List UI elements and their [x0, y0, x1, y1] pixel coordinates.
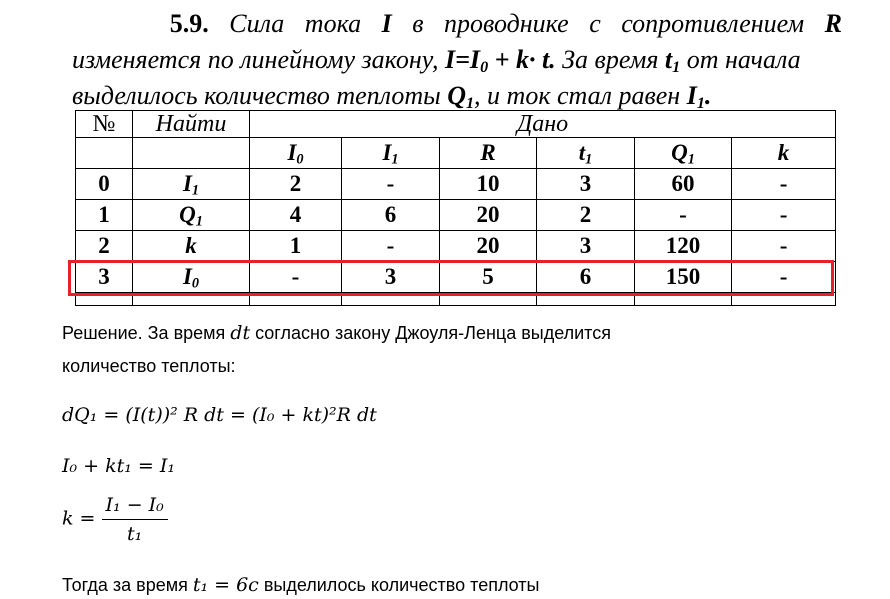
- equation-k: [62, 494, 168, 545]
- col-sub: 1: [687, 151, 695, 168]
- value-cell: 60: [635, 169, 732, 200]
- value-cell: 3: [537, 169, 635, 200]
- find-cell: [133, 231, 250, 262]
- word: с: [589, 9, 601, 38]
- find-sub: 1: [191, 182, 200, 199]
- var-Q1: [447, 81, 475, 113]
- problem-statement: [72, 6, 842, 114]
- solution-line-2: количество теплоты:: [62, 356, 236, 376]
- var: I: [686, 81, 697, 110]
- value-cell: -: [342, 169, 440, 200]
- text: от начала: [680, 45, 801, 74]
- var-t1: [664, 45, 681, 77]
- text: Решение. За время: [62, 323, 231, 343]
- value-cell: -: [250, 262, 342, 293]
- value-cell: -: [635, 200, 732, 231]
- col-base: Q: [671, 140, 688, 165]
- col-sub: 1: [391, 151, 399, 168]
- empty-cell: [133, 138, 250, 169]
- find-sub: 1: [195, 213, 203, 230]
- math-dt: dt: [230, 322, 251, 344]
- col-base: k: [777, 140, 790, 165]
- header-find: Найти: [133, 111, 250, 138]
- col-sub: 1: [585, 151, 593, 168]
- var-I1: [686, 81, 705, 113]
- find-var: k: [185, 233, 197, 258]
- column-header: [537, 138, 635, 169]
- column-header: [342, 138, 440, 169]
- table-subheader-row: [76, 138, 836, 169]
- column-header: [732, 138, 836, 169]
- word: проводнике: [444, 9, 569, 38]
- find-cell: [133, 200, 250, 231]
- row-number: 0: [76, 169, 133, 200]
- value-cell: 2: [250, 169, 342, 200]
- col-base: I: [287, 140, 297, 165]
- value-cell: -: [732, 200, 836, 231]
- problem-line-3: [72, 78, 842, 114]
- numerator: I₁ − I₀: [102, 494, 168, 520]
- row-number: 2: [76, 231, 133, 262]
- equation-current: [62, 455, 175, 477]
- word: Сила: [229, 9, 285, 38]
- text: Тогда за время: [62, 575, 193, 595]
- fraction: [102, 494, 168, 545]
- empty-cell: [76, 138, 133, 169]
- column-header: [250, 138, 342, 169]
- row-number: 3: [76, 262, 133, 293]
- table-row: [76, 231, 836, 262]
- word: в: [412, 9, 424, 38]
- row-number: 1: [76, 200, 133, 231]
- problem-number: 5.9.: [169, 9, 209, 38]
- word: сопротивлением: [621, 9, 805, 38]
- var-R: R: [824, 9, 842, 38]
- value-cell: 3: [537, 231, 635, 262]
- text: согласно закону Джоуля-Ленца выделится: [250, 323, 611, 343]
- formula-part: + k· t.: [488, 45, 556, 74]
- text: изменяется по линейному закону,: [72, 45, 439, 74]
- header-num: №: [76, 111, 133, 138]
- solution-last-line: [62, 574, 539, 596]
- math-t1: t₁ = 6с: [192, 574, 259, 596]
- equation-text: I₀ + kt₁ = I₁: [62, 455, 176, 477]
- table-row: [76, 200, 836, 231]
- subscript: 0: [480, 59, 489, 77]
- text: , и ток стал равен: [474, 81, 687, 110]
- problem-line-2: [72, 42, 842, 78]
- problem-line-1: [72, 6, 842, 42]
- equation-joule-lenz: [62, 404, 377, 426]
- subscript: 1: [465, 95, 475, 113]
- value-cell: 3: [342, 262, 440, 293]
- period: .: [704, 81, 712, 110]
- column-header: [635, 138, 732, 169]
- col-base: t: [578, 140, 586, 165]
- text: выделилось количество теплоты: [258, 575, 540, 595]
- text: За время: [555, 45, 665, 74]
- formula-part: I=I: [445, 45, 481, 74]
- word: тока: [304, 9, 362, 38]
- find-var: I: [182, 171, 192, 196]
- value-cell: 2: [537, 200, 635, 231]
- denominator: t₁: [127, 523, 143, 545]
- value-cell: -: [342, 231, 440, 262]
- find-sub: 0: [191, 275, 200, 292]
- header-given: Дано: [250, 111, 836, 138]
- col-base: R: [480, 140, 496, 165]
- solution-line-1: [62, 322, 611, 344]
- value-cell: 20: [440, 231, 537, 262]
- value-cell: 120: [635, 231, 732, 262]
- value-cell: 6: [342, 200, 440, 231]
- equation-text: dQ₁ = (I(t))² R dt = (I₀ + kt)²R dt: [62, 404, 377, 426]
- col-base: I: [382, 140, 392, 165]
- value-cell: 150: [635, 262, 732, 293]
- equation-lhs: k =: [62, 507, 96, 530]
- var-I: I: [381, 9, 392, 38]
- subscript: 1: [672, 59, 681, 77]
- value-cell: -: [732, 231, 836, 262]
- var: t: [664, 45, 673, 74]
- table-header-row: [76, 111, 836, 138]
- subscript: 1: [696, 95, 705, 113]
- find-var: Q: [179, 202, 196, 227]
- value-cell: 1: [250, 231, 342, 262]
- value-cell: -: [732, 262, 836, 293]
- value-cell: 10: [440, 169, 537, 200]
- find-cell: [133, 169, 250, 200]
- value-cell: 20: [440, 200, 537, 231]
- value-cell: 5: [440, 262, 537, 293]
- var: Q: [447, 81, 466, 110]
- col-sub: 0: [296, 151, 304, 168]
- value-cell: 6: [537, 262, 635, 293]
- linear-law-formula: [445, 45, 556, 77]
- find-var: I: [182, 264, 192, 289]
- table-row: [76, 169, 836, 200]
- red-highlight-box: [68, 260, 834, 296]
- text: выделилось количество теплоты: [72, 81, 448, 110]
- column-header: [440, 138, 537, 169]
- value-cell: -: [732, 169, 836, 200]
- value-cell: 4: [250, 200, 342, 231]
